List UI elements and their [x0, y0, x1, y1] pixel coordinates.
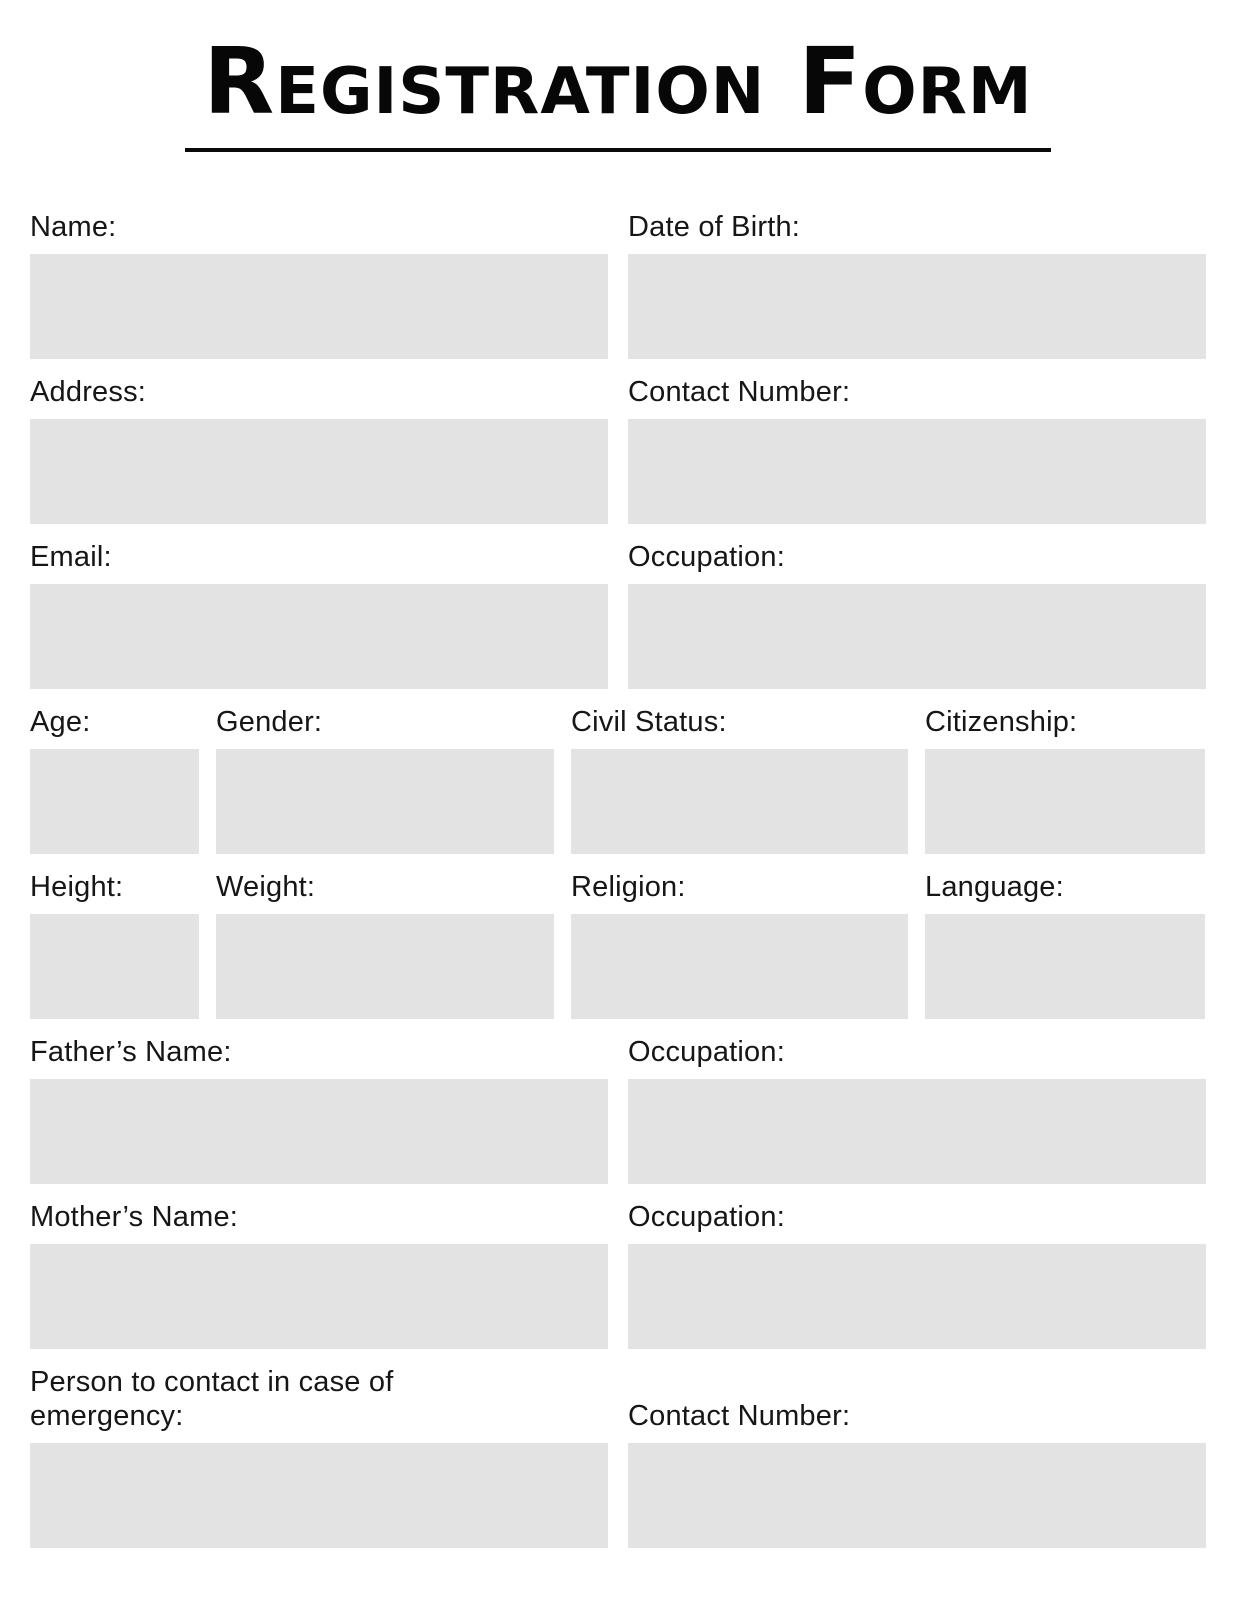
language-label: Language:: [925, 871, 1064, 903]
field-father-occupation: [628, 1035, 1206, 1184]
contact-number-label: Contact Number:: [628, 376, 851, 408]
fathers-name-label: Father’s Name:: [30, 1036, 232, 1068]
field-occupation: [628, 540, 1206, 689]
emergency-contact-number-label: Contact Number:: [628, 1400, 851, 1432]
field-date-of-birth: [628, 210, 1206, 359]
email-input[interactable]: [30, 584, 608, 689]
field-mothers-name: [30, 1200, 608, 1349]
father-occupation-input[interactable]: [628, 1079, 1206, 1184]
emergency-person-input[interactable]: [30, 1443, 608, 1548]
contact-number-input[interactable]: [628, 419, 1206, 524]
field-fathers-name: [30, 1035, 608, 1184]
emergency-person-label: Person to contact in case of emergency:: [30, 1366, 394, 1432]
form-row-name-dob: [30, 210, 1206, 359]
field-name: [30, 210, 608, 359]
page-title: Registration Form: [203, 28, 1033, 135]
field-civil-status: [571, 705, 908, 854]
date-of-birth-input[interactable]: [628, 254, 1206, 359]
address-input[interactable]: [30, 419, 608, 524]
citizenship-input[interactable]: [925, 749, 1205, 854]
name-input[interactable]: [30, 254, 608, 359]
religion-label: Religion:: [571, 871, 686, 903]
weight-input[interactable]: [216, 914, 554, 1019]
age-input[interactable]: [30, 749, 199, 854]
registration-form: [30, 210, 1206, 1548]
gender-label: Gender:: [216, 706, 323, 738]
mother-occupation-label: Occupation:: [628, 1201, 785, 1233]
occupation-input[interactable]: [628, 584, 1206, 689]
civil-status-input[interactable]: [571, 749, 908, 854]
emergency-contact-number-input[interactable]: [628, 1443, 1206, 1548]
form-row-father: [30, 1035, 1206, 1184]
field-mother-occupation: [628, 1200, 1206, 1349]
field-citizenship: [925, 705, 1205, 854]
form-row-email-occupation: [30, 540, 1206, 689]
height-input[interactable]: [30, 914, 199, 1019]
form-row-mother: [30, 1200, 1206, 1349]
field-religion: [571, 870, 908, 1019]
address-label: Address:: [30, 376, 147, 408]
height-label: Height:: [30, 871, 124, 903]
email-label: Email:: [30, 541, 112, 573]
mother-occupation-input[interactable]: [628, 1244, 1206, 1349]
field-gender: [216, 705, 554, 854]
field-address: [30, 375, 608, 524]
form-row-height-weight-religion-language: [30, 870, 1206, 1019]
field-language: [925, 870, 1205, 1019]
field-email: [30, 540, 608, 689]
mothers-name-input[interactable]: [30, 1244, 608, 1349]
form-row-emergency: [30, 1365, 1206, 1548]
field-weight: [216, 870, 554, 1019]
title-underline: [185, 148, 1051, 152]
form-row-address-contact: [30, 375, 1206, 524]
religion-input[interactable]: [571, 914, 908, 1019]
weight-label: Weight:: [216, 871, 316, 903]
name-label: Name:: [30, 211, 117, 243]
occupation-label: Occupation:: [628, 541, 785, 573]
gender-input[interactable]: [216, 749, 554, 854]
field-age: [30, 705, 199, 854]
language-input[interactable]: [925, 914, 1205, 1019]
fathers-name-input[interactable]: [30, 1079, 608, 1184]
field-emergency-contact-number: [628, 1365, 1206, 1548]
field-contact-number: [628, 375, 1206, 524]
citizenship-label: Citizenship:: [925, 706, 1078, 738]
father-occupation-label: Occupation:: [628, 1036, 785, 1068]
field-height: [30, 870, 199, 1019]
mothers-name-label: Mother’s Name:: [30, 1201, 239, 1233]
age-label: Age:: [30, 706, 91, 738]
form-row-age-gender-civil-citizenship: [30, 705, 1206, 854]
field-emergency-contact-person: [30, 1365, 608, 1548]
civil-status-label: Civil Status:: [571, 706, 727, 738]
date-of-birth-label: Date of Birth:: [628, 211, 801, 243]
